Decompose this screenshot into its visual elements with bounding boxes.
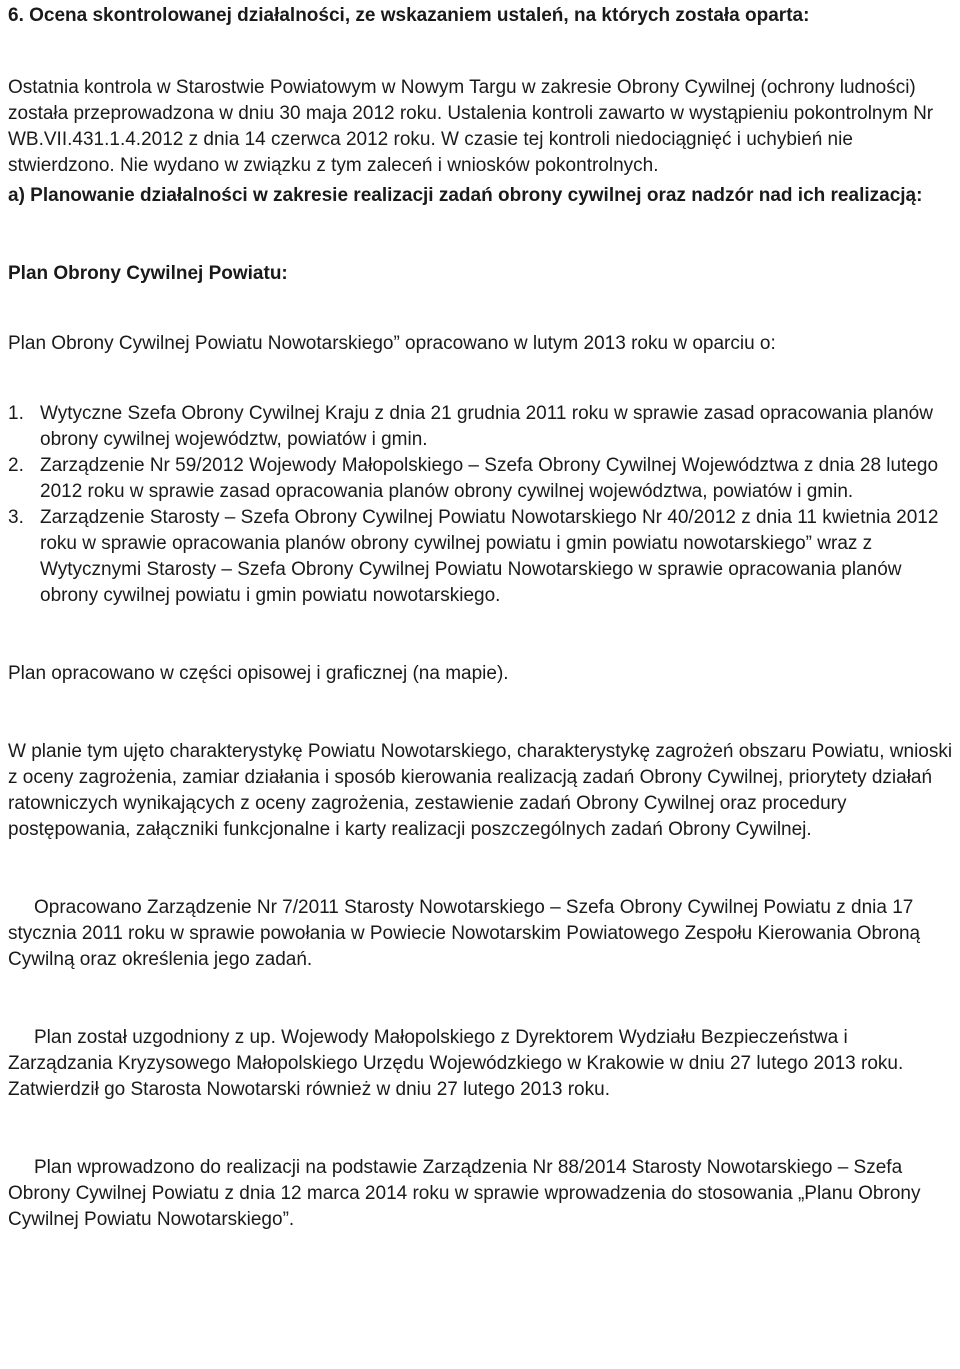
plan-intro-paragraph: Plan Obrony Cywilnej Powiatu Nowotarskiego” opracowano w lutym 2013 roku w oparciu o: bbox=[8, 333, 776, 354]
plan-basis-item-text: Zarządzenie Nr 59/2012 Wojewody Małopolskiego – Szefa Obrony Cywilnej Województwa z dnia 28 lutego 2012 roku w sprawie zasad opracowania planów obrony cywilnej województwa, powiatów i gmin. bbox=[40, 455, 939, 502]
plan-implementation-paragraph: Plan wprowadzono do realizacji na podstawie Zarządzenia Nr 88/2014 Starosty Nowotarskiego – Szefa Obrony Cywilnej Powiatu z dnia 12 marca 2014 roku w sprawie wprowadzenia do stosowania „Planu Obrony Cywilnej Powiatu Nowotarskiego”. bbox=[8, 1157, 921, 1230]
plan-heading: Plan Obrony Cywilnej Powiatu: bbox=[8, 263, 288, 284]
plan-basis-list bbox=[8, 401, 954, 609]
section-6-intro-paragraph: Ostatnia kontrola w Starostwie Powiatowym w Nowym Targu w zakresie Obrony Cywilnej (ochrony ludności) została przeprowadzona w dniu 30 maja 2012 roku. Ustalenia kontroli zawarto w wystąpieniu pokontrolnym Nr WB.VII.431.1.4.2012 z dnia 14 czerwca 2012 roku. W czasie tej kontroli niedociągnięć i uchybień nie stwierdzono. Nie wydano w związku z tym zaleceń i wniosków pokontrolnych. bbox=[8, 77, 934, 176]
plan-basis-item bbox=[8, 401, 954, 453]
plan-contents-paragraph: W planie tym ujęto charakterystykę Powiatu Nowotarskiego, charakterystykę zagrożeń obszaru Powiatu, wnioski z oceny zagrożenia, zamiar działania i sposób kierowania realizacją zadań Obrony Cywilnej, priorytety działań ratowniczych wynikających z oceny zagrożenia, zestawienie zadań Obrony Cywilnej oraz procedury postępowania, załączniki funkcjonalne i karty realizacji poszczególnych zadań Obrony Cywilnej. bbox=[8, 741, 953, 840]
plan-basis-item bbox=[8, 453, 954, 505]
plan-basis-item-number: 2. bbox=[8, 455, 24, 476]
plan-basis-item-number: 3. bbox=[8, 507, 24, 528]
section-a-heading: a) Planowanie działalności w zakresie realizacji zadań obrony cywilnej oraz nadzór nad ich realizacją: bbox=[8, 185, 923, 206]
plan-basis-item-number: 1. bbox=[8, 403, 24, 424]
plan-basis-item bbox=[8, 505, 954, 609]
section-6-heading: 6. Ocena skontrolowanej działalności, ze wskazaniem ustaleń, na których została oparta: bbox=[8, 5, 810, 26]
plan-parts-paragraph: Plan opracowano w części opisowej i graficznej (na mapie). bbox=[8, 663, 509, 684]
plan-basis-item-text: Wytyczne Szefa Obrony Cywilnej Kraju z dnia 21 grudnia 2011 roku w sprawie zasad opracowania planów obrony cywilnej województw, powiatów i gmin. bbox=[40, 403, 933, 450]
plan-approval-paragraph: Plan został uzgodniony z up. Wojewody Małopolskiego z Dyrektorem Wydziału Bezpieczeństwa i Zarządzania Kryzysowego Małopolskiego Urzędu Wojewódzkiego w Krakowie w dniu 27 lutego 2013 roku. Zatwierdził go Starosta Nowotarski również w dniu 27 lutego 2013 roku. bbox=[8, 1027, 904, 1100]
plan-basis-item-text: Zarządzenie Starosty – Szefa Obrony Cywilnej Powiatu Nowotarskiego Nr 40/2012 z dnia 11 kwietnia 2012 roku w sprawie opracowania planów obrony cywilnej powiatu i gmin powiatu nowotarskiego” wraz z Wytycznymi Starosty – Szefa Obrony Cywilnej Powiatu Nowotarskiego w sprawie opracowania planów obrony cywilnej powiatu i gmin powiatu nowotarskiego. bbox=[40, 507, 939, 606]
plan-team-paragraph: Opracowano Zarządzenie Nr 7/2011 Starosty Nowotarskiego – Szefa Obrony Cywilnej Powiatu z dnia 17 stycznia 2011 roku w sprawie powołania w Powiecie Nowotarskim Powiatowego Zespołu Kierowania Obroną Cywilną oraz określenia jego zadań. bbox=[8, 897, 921, 970]
